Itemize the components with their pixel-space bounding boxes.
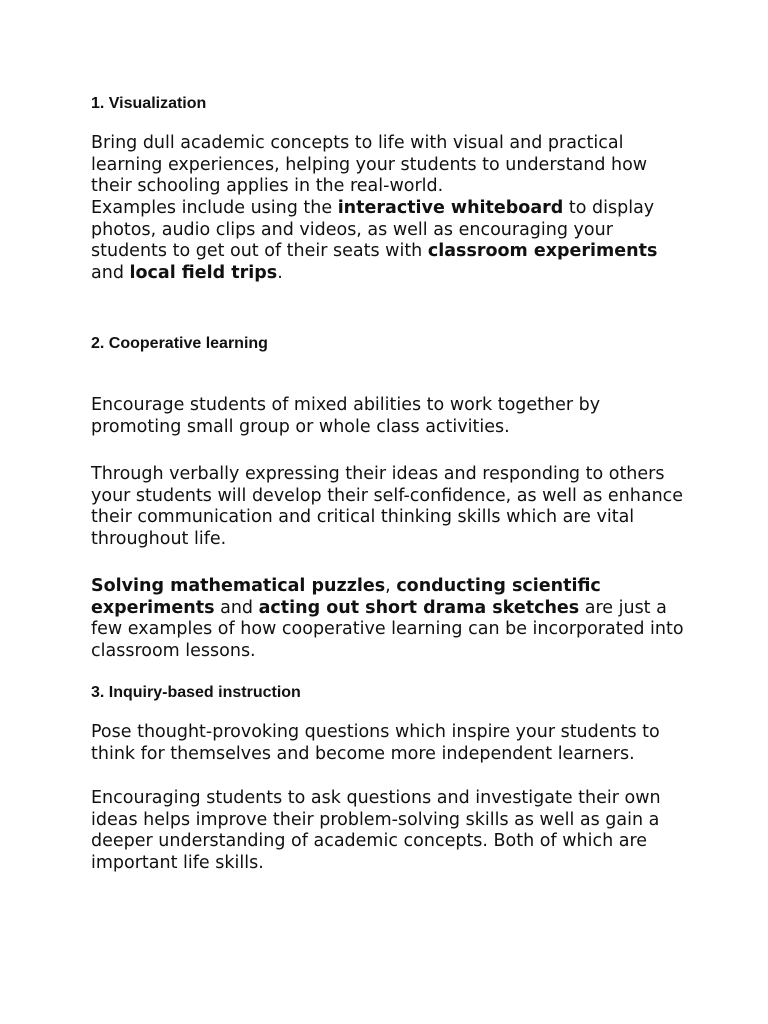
bold-phrase: interactive whiteboard: [337, 198, 564, 218]
section-heading-cooperative-learning: 2. Cooperative learning: [91, 335, 268, 352]
bold-phrase: local field trips: [129, 262, 278, 283]
text-run: .: [277, 262, 283, 283]
text-run: Encourage students of mixed abilities to work together by promoting small group or whole class activities.: [91, 395, 601, 437]
paragraph: [91, 576, 691, 662]
text-run: to display photos, audio clips and videos, as well as encouraging your students to get out of their seats with: [91, 198, 655, 262]
paragraph: [91, 788, 691, 874]
section-heading-inquiry-based-instruction: 3. Inquiry-based instruction: [91, 684, 301, 701]
paragraph: [91, 464, 691, 550]
text-run: Bring dull academic concepts to life with visual and practical learning experiences, helping your students to understand how their schooling applies in the real-world.: [91, 133, 648, 197]
text-run: are just a few examples of how cooperative learning can be incorporated into classroom lessons.: [91, 597, 684, 661]
text-run: ,: [385, 576, 397, 596]
paragraph: [91, 133, 691, 198]
bold-phrase: acting out short drama sketches: [258, 597, 580, 618]
bold-phrase: Solving mathematical puzzles: [91, 576, 386, 596]
text-run: Encouraging students to ask questions and investigate their own ideas helps improve their problem-solving skills as well as gain a deeper understanding of academic concepts. Both of which are important life skills.: [91, 788, 661, 873]
bold-phrase: classroom experiments: [427, 241, 658, 262]
section-heading-visualization: 1. Visualization: [91, 95, 207, 112]
paragraph: [91, 198, 691, 284]
text-run: Examples include using the: [91, 198, 338, 218]
bold-phrase: conducting scientific experiments: [91, 576, 601, 618]
text-run: and: [214, 597, 259, 618]
text-run: Pose thought-provoking questions which inspire your students to think for themselves and become more independent learners.: [91, 722, 660, 764]
paragraph: [91, 722, 691, 765]
paragraph: [91, 395, 691, 438]
text-run: and: [91, 262, 130, 283]
text-run: Through verbally expressing their ideas and responding to others your students will develop their self-confidence, as well as enhance their communication and critical thinking skills which are vital throughout life.: [91, 464, 684, 549]
